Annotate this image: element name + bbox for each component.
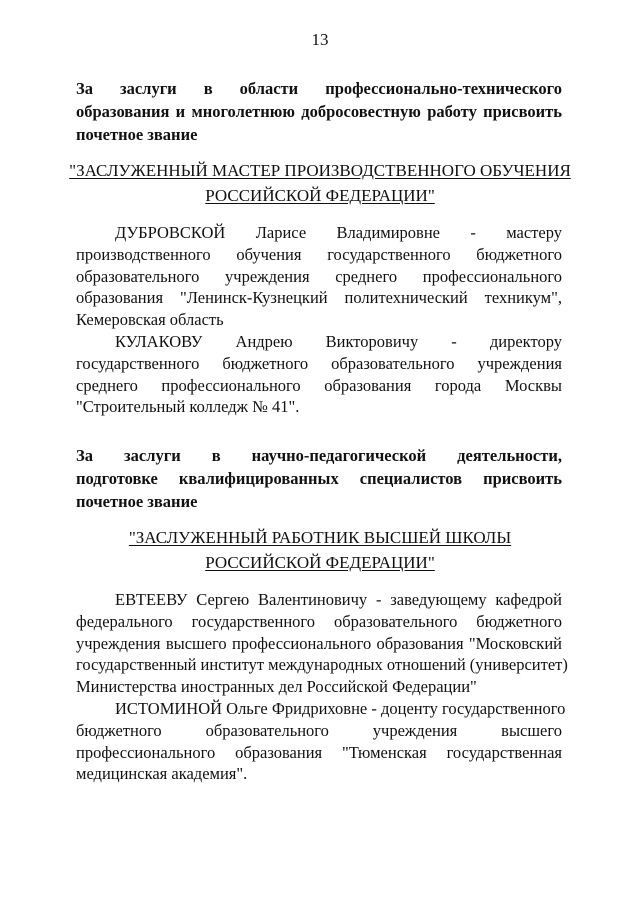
awardee-entry bbox=[76, 331, 562, 418]
section1-intro-line: почетное звание bbox=[76, 125, 198, 144]
entry-line: ЕВТЕЕВУ Сергею Валентиновичу - заведующему кафедрой bbox=[115, 590, 562, 609]
entry-line: государственный институт международных отношений (университет) bbox=[76, 655, 568, 675]
section1-intro bbox=[76, 77, 562, 146]
entry-line: "Строительный колледж № 41". bbox=[76, 397, 300, 417]
section1-intro-line: За заслуги в области профессионально-технического bbox=[76, 79, 562, 98]
section2-intro-line: За заслуги в научно-педагогической деятельности, bbox=[76, 446, 562, 465]
entry-line: ДУБРОВСКОЙ Ларисе Владимировне - мастеру bbox=[115, 223, 562, 242]
entry-line: медицинская академия". bbox=[76, 764, 248, 784]
section2-entries bbox=[76, 589, 568, 785]
section2-intro-line: почетное звание bbox=[76, 492, 198, 511]
page-number: 13 bbox=[311, 30, 329, 49]
entry-line: производственного обучения государственного бюджетного bbox=[76, 244, 562, 264]
section1-title-line: РОССИЙСКОЙ ФЕДЕРАЦИИ" bbox=[205, 186, 435, 205]
entry-line: Кемеровская область bbox=[76, 310, 224, 330]
entry-line: профессионального образования "Тюменская государственная bbox=[76, 742, 562, 762]
entry-line: федерального государственного образовательного бюджетного bbox=[76, 611, 562, 631]
section1-intro-line: образования и многолетнюю добросовестную работу присвоить bbox=[76, 102, 562, 121]
entry-line: учреждения высшего профессионального образования "Московский bbox=[76, 633, 562, 653]
entry-line: образования "Ленинск-Кузнецкий политехнический техникум", bbox=[76, 288, 562, 308]
entry-line: КУЛАКОВУ Андрею Викторовичу - директору bbox=[115, 331, 562, 351]
section2-title-line: РОССИЙСКОЙ ФЕДЕРАЦИИ" bbox=[205, 553, 435, 572]
section2-award-title bbox=[60, 525, 580, 575]
entry-line: государственного бюджетного образовательного учреждения bbox=[76, 353, 562, 373]
section1-title-line: "ЗАСЛУЖЕННЫЙ МАСТЕР ПРОИЗВОДСТВЕННОГО ОБУЧЕНИЯ bbox=[69, 161, 571, 180]
entry-line: ИСТОМИНОЙ Ольге Фридриховне - доценту государственного bbox=[115, 698, 566, 718]
entry-line: Министерства иностранных дел Российской Федерации" bbox=[76, 677, 477, 697]
entry-line: среднего профессионального образования города Москвы bbox=[76, 375, 562, 395]
entry-line: образовательного учреждения среднего профессионального bbox=[76, 266, 562, 286]
section2-title-line: "ЗАСЛУЖЕННЫЙ РАБОТНИК ВЫСШЕЙ ШКОЛЫ bbox=[128, 528, 512, 547]
section2-intro bbox=[76, 444, 562, 513]
awardee-entry bbox=[76, 698, 566, 785]
awardee-entry bbox=[76, 222, 562, 331]
section2-intro-line: подготовке квалифицированных специалистов присвоить bbox=[76, 469, 562, 488]
section1-entries bbox=[76, 222, 562, 418]
section1-award-title bbox=[60, 158, 580, 208]
entry-line: бюджетного образовательного учреждения высшего bbox=[76, 720, 562, 740]
awardee-entry bbox=[76, 589, 568, 698]
